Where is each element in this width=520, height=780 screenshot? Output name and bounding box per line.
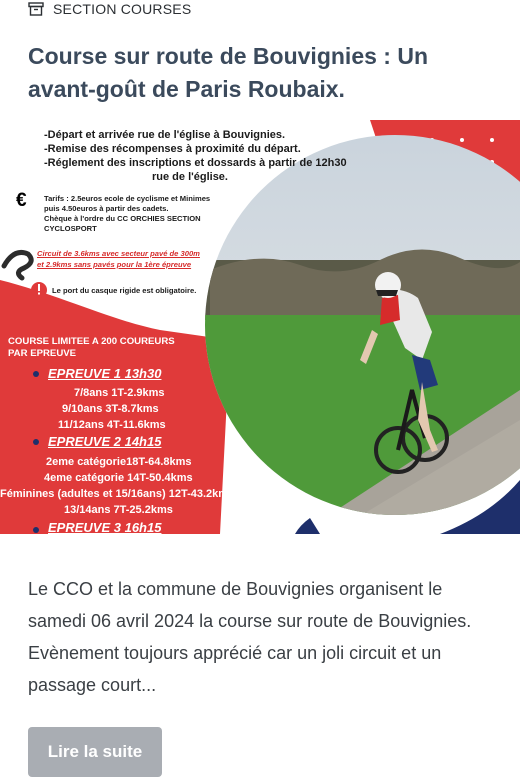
poster-tarifs <box>44 194 210 234</box>
poster-helmet-note: Le port du casque rigide est obligatoire. <box>52 286 197 295</box>
poster-epreuve-1: EPREUVE 1 13h30 <box>48 366 162 381</box>
poster-circuit-line: et 2.9kms sans pavés pour la 1ère épreuve <box>37 260 192 269</box>
poster-limit-line: PAR EPREUVE <box>8 348 77 359</box>
event-poster-image[interactable] <box>0 120 520 534</box>
article-excerpt: Le CCO et la commune de Bouvignies organisent le samedi 06 avril 2024 la course sur route de Bouvignies. Evènement toujours apprécié car un joli circuit et un passage court... <box>28 579 472 695</box>
poster-info <box>44 128 347 184</box>
poster-limit <box>8 336 175 360</box>
euro-icon: € <box>16 190 27 211</box>
poster-epreuve-line: 11/12ans 4T-11.6kms <box>58 419 166 431</box>
category-label[interactable] <box>28 0 191 18</box>
poster-circuit <box>37 248 200 270</box>
archive-icon <box>28 2 44 16</box>
category-text: SECTION COURSES <box>53 1 192 17</box>
article-title-link[interactable]: Course sur route de Bouvignies : Un avant-goût de Paris Roubaix. <box>28 43 428 102</box>
poster-info-line: rue de l'église. <box>152 171 228 183</box>
poster-epreuve-2: EPREUVE 2 14h15 <box>48 434 162 449</box>
poster-info-line: -Départ et arrivée rue de l'église à Bouvignies. <box>44 129 286 141</box>
poster-epreuve-line: 7/8ans 1T-2.9kms <box>74 387 165 399</box>
read-more-button[interactable]: Lire la suite <box>28 727 162 777</box>
poster-epreuve-line: 13/14ans 7T-25.2kms <box>64 504 173 516</box>
poster-tarif-line: puis 4.50euros à partir des cadets. <box>44 204 169 213</box>
poster-tarif-line: CYCLOSPORT <box>44 224 97 233</box>
poster-info-line: -Réglement des inscriptions et dossards à partir de 12h30 <box>44 157 347 169</box>
poster-epreuve-3: EPREUVE 3 16h15 <box>48 520 162 534</box>
poster-info-line: -Remise des récompenses à proximité du départ. <box>44 143 301 155</box>
poster-circuit-line: Circuit de 3.6kms avec secteur pavé de 300m <box>37 249 200 258</box>
poster-epreuve-line: 2eme catégorie18T-64.8kms <box>46 456 192 468</box>
poster-tarif-line: Tarifs : 2.5euros ecole de cyclisme et Minimes <box>44 194 211 203</box>
poster-limit-line: COURSE LIMITEE A 200 COUREURS <box>8 336 175 347</box>
poster-tarif-line: Chèque à l'ordre du CC ORCHIES SECTION <box>44 214 201 223</box>
poster-epreuve-line: 9/10ans 3T-8.7kms <box>62 403 159 415</box>
poster-epreuve-line: Féminines (adultes et 15/16ans) 12T-43.2kms <box>0 488 235 500</box>
article-title <box>28 40 498 106</box>
poster-epreuve-line: 4eme catégorie 14T-50.4kms <box>44 472 193 484</box>
